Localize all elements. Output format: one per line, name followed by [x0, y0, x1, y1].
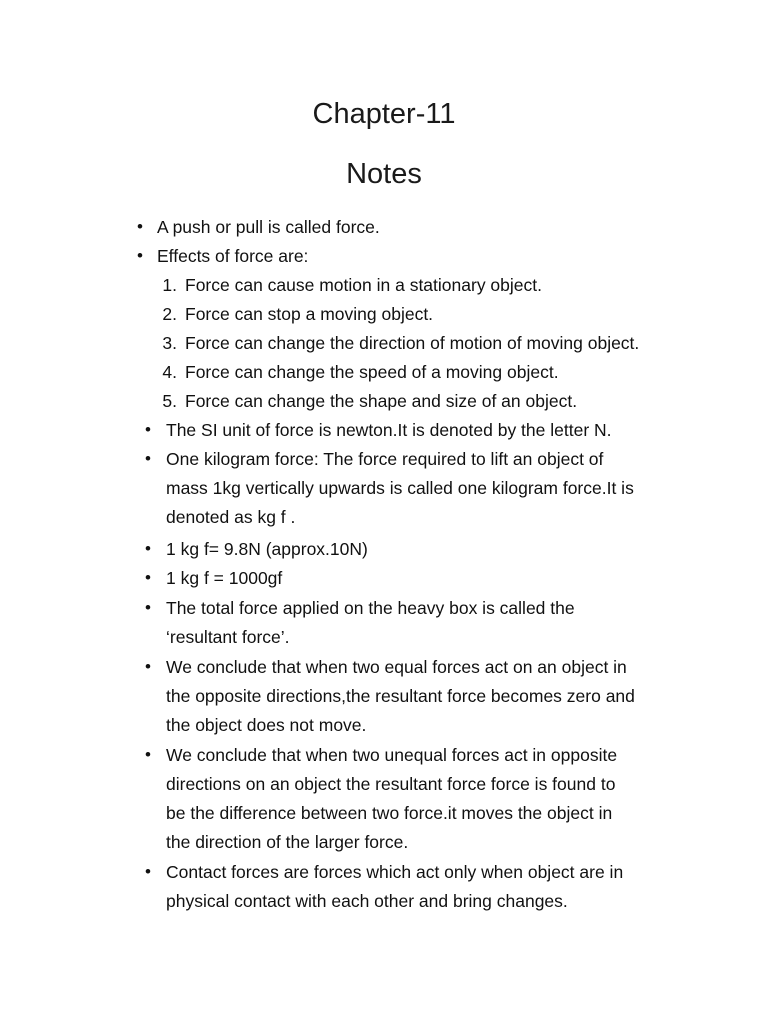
bullet-icon: •: [137, 217, 143, 236]
bullet-text: 1 kg f = 1000gf: [166, 568, 283, 588]
bullet-text: One kilogram force: The force required to lift an object of: [166, 449, 604, 469]
chapter-title: Chapter-11: [312, 98, 456, 130]
bullet-icon: •: [145, 862, 151, 881]
bullet-text: Contact forces are forces which act only when object are in: [166, 862, 624, 882]
effect-text: Force can cause motion in a stationary object.: [185, 275, 542, 295]
bullet-icon: •: [145, 539, 151, 558]
bullet-icon: •: [145, 568, 151, 587]
bullet-icon: •: [145, 598, 151, 617]
bullet-text: ‘resultant force’.: [166, 627, 290, 647]
bullet-icon: •: [145, 449, 151, 468]
effect-number: 3.: [162, 333, 177, 353]
bullet-text: physical contact with each other and bring changes.: [166, 891, 568, 911]
effect-text: Force can change the direction of motion of moving object.: [185, 333, 640, 353]
effect-text: Force can stop a moving object.: [185, 304, 434, 324]
bullet-icon: •: [145, 745, 151, 764]
bullet-text: The SI unit of force is newton.It is denoted by the letter N.: [166, 420, 612, 440]
notes-title: Notes: [346, 158, 422, 190]
bullet-text: the object does not move.: [166, 715, 367, 735]
effect-text: Force can change the speed of a moving object.: [185, 362, 559, 382]
effect-number: 1.: [162, 275, 177, 295]
bullet-icon: •: [145, 657, 151, 676]
effect-number: 5.: [162, 391, 177, 411]
bullet-text: mass 1kg vertically upwards is called one kilogram force.It is: [166, 478, 634, 498]
bullet-text: be the difference between two force.it moves the object in: [166, 803, 613, 823]
bullet-text: the opposite directions,the resultant force becomes zero and: [166, 686, 635, 706]
bullet-text: the direction of the larger force.: [166, 832, 409, 852]
bullet-text: The total force applied on the heavy box is called the: [166, 598, 575, 618]
bullet-text: A push or pull is called force.: [157, 217, 380, 237]
bullet-icon: •: [137, 246, 143, 265]
effect-number: 2.: [162, 304, 177, 324]
bullet-text: denoted as kg f .: [166, 507, 296, 527]
effect-number: 4.: [162, 362, 177, 382]
bullet-text: Effects of force are:: [157, 246, 309, 266]
effect-text: Force can change the shape and size of an object.: [185, 391, 578, 411]
bullet-text: 1 kg f= 9.8N (approx.10N): [166, 539, 368, 559]
bullet-text: directions on an object the resultant force force is found to: [166, 774, 616, 794]
bullet-icon: •: [145, 420, 151, 439]
bullet-text: We conclude that when two equal forces act on an object in: [166, 657, 627, 677]
bullet-text: We conclude that when two unequal forces act in opposite: [166, 745, 618, 765]
